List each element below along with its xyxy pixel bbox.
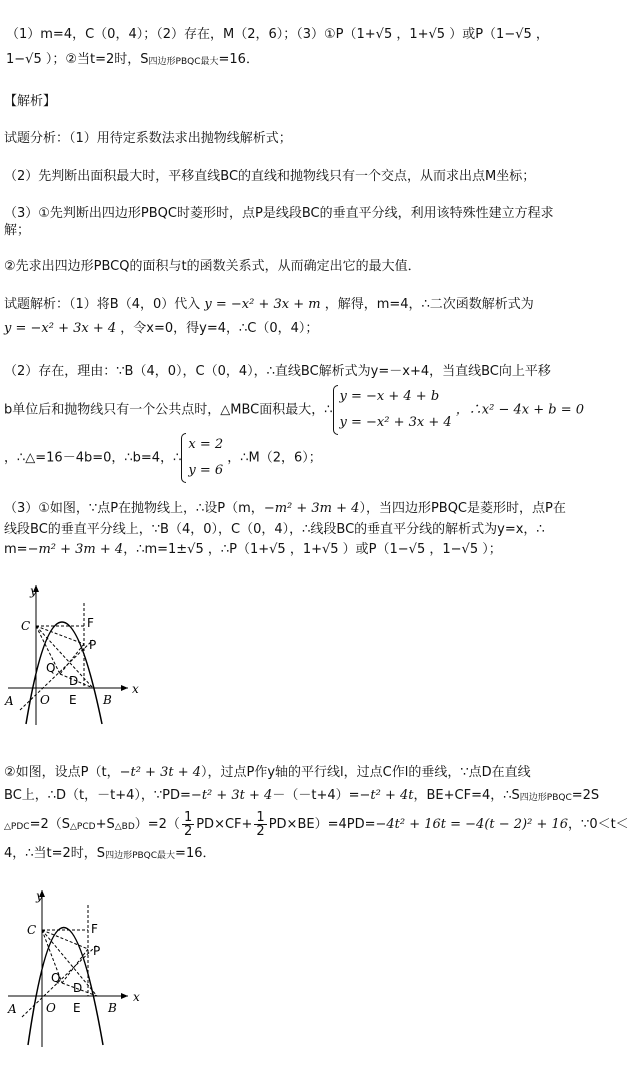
fig2-label-D: D (73, 981, 83, 995)
solution-4-text-end: ），过点P作y轴的平行线l，过点C作l的垂线，∵点D在直线 (201, 765, 531, 780)
sol4-e: PD×BE）=4PD= (268, 817, 376, 832)
equation-system-1 (333, 384, 452, 436)
fig2-label-A: A (8, 1002, 17, 1016)
answer-line-2-end: =16． (218, 52, 259, 67)
solution-1-line-2-text: ，令x=0，得y=4，∴C（0，4）； (120, 321, 319, 336)
analysis-line-1: 试题分析：（1）用待定系数法求出抛物线解析式； (4, 131, 292, 146)
analysis-line-3b: 解； (4, 223, 31, 238)
solution-3-m: m= (4, 542, 28, 557)
solution-3-roots: ，∴m=1±√5 ，∴P（1+√5 ，1+√5 ）或P（1−√5 ，1−√5 ）； (123, 542, 502, 557)
system-1-eq-1: y = −x + 4 + b (339, 389, 440, 404)
sol4-b: +S (95, 817, 115, 832)
solution-2-result: ，∴M（2，6）； (227, 450, 322, 466)
solution-3-line-1 (4, 500, 566, 518)
fig1-label-F: F (87, 616, 94, 630)
parabola-figure-1 (0, 575, 150, 725)
sol4-conclusion-sub: 四边形PBQC最大 (105, 851, 176, 861)
figure-1-svg (0, 575, 150, 725)
fig1-label-A: A (5, 694, 14, 708)
solution-4-subscript: 四边形PBQC (519, 793, 572, 803)
solution-1-text: 试题解析：（1）将B（4，0）代入 (4, 297, 201, 312)
fig2-label-Q: Q (51, 971, 61, 985)
solution-4-d: BC上，∴D（t，－t+4），∵PD= (4, 788, 191, 803)
fig1-label-E: E (69, 693, 77, 707)
fig1-label-Q: Q (46, 661, 56, 675)
parabola-figure-2 (0, 885, 150, 1050)
fig2-label-B: B (108, 1001, 117, 1015)
fig2-label-E: E (73, 1001, 81, 1015)
solution-2-line-3 (4, 432, 322, 484)
area-function: −4t² + 16t = −4(t − 2)² + 16 (375, 817, 569, 832)
sol4-f: ，∵0＜t＜ (568, 817, 629, 832)
solution-3-expr: −m² + 3m + 4 (263, 501, 360, 516)
analysis-line-2: （2）先判断出面积最大时，平移直线BC的直线和抛物线只有一个交点，从而求出点M坐标； (4, 169, 536, 184)
solution-1-function: y = −x² + 3x + 4 (4, 321, 117, 336)
solution-3-text-end: ），当四边形PBQC是菱形时，点P在 (359, 501, 566, 516)
sub-pdc: △PDC (4, 822, 30, 832)
solution-4-pd-result: −t² + 4t (359, 788, 414, 803)
quadratic-equation: ，∴x² − 4x + b = 0 (455, 402, 584, 418)
jiexi-heading: 【解析】 (4, 94, 57, 109)
fig1-label-C: C (21, 619, 31, 633)
fig2-label-y: y (36, 889, 43, 903)
solution-1-line-2 (4, 320, 318, 338)
solution-4-line-2 (4, 787, 599, 807)
fig2-label-P: P (93, 944, 101, 958)
solution-4-be-cf: ，BE+CF=4，∴S (413, 788, 520, 803)
solution-1-equation: y = −x² + 3x + m (204, 297, 321, 312)
solution-2-line-2 (4, 384, 584, 436)
frac1-num: 1 (183, 810, 193, 825)
fraction-half-2 (254, 811, 266, 838)
frac1-den: 2 (183, 824, 193, 839)
solution-3-line-2: 线段BC的垂直平分线上，∵B（4，0），C（0，4），∴线段BC的垂直平分线的解析式为y=x，∴ (4, 522, 545, 537)
solution-4-line-1 (4, 764, 531, 782)
answer-line-2 (6, 51, 259, 71)
fig2-label-C: C (27, 923, 37, 937)
sol4-c: ）=2（ (134, 817, 180, 832)
fig1-label-y: y (30, 584, 37, 598)
answer-line-1: （1）m=4，C（0，4）；（2）存在，M（2，6）；（3）①P（1+√5 ，1+√5 ）或P（1−√5 ， (6, 27, 549, 42)
frac2-num: 1 (256, 810, 265, 825)
solution-1-text-end: ，解得，m=4，∴二次函数解析式为 (324, 297, 534, 312)
solution-4-text: ②如图，设点P（t， (4, 765, 120, 780)
solution-2-discriminant: ，∴△=16－4b=0，∴b=4，∴ (4, 450, 182, 466)
fig1-label-B: B (103, 693, 112, 707)
solution-4-line-4 (4, 845, 215, 865)
fig1-label-P: P (89, 638, 97, 652)
fig1-label-D: D (69, 674, 79, 688)
solution-4-2s: =2S (571, 788, 600, 803)
fig2-label-x: x (133, 990, 140, 1004)
figure-2-svg (0, 885, 150, 1050)
answer-line-2-text: 1−√5 ）；②当t=2时，S (6, 52, 149, 67)
sub-pcd: △PCD (70, 822, 96, 832)
sub-bd: △BD (114, 822, 135, 832)
solution-2-line-1: （2）存在，理由：∵B（4，0），C（0，4），∴直线BC解析式为y=－x+4，当直线BC向上平移 (4, 364, 551, 379)
sol4-conclusion: 4，∴当t=2时，S (4, 846, 106, 861)
system-1-eq-2: y = −x² + 3x + 4 (339, 415, 452, 430)
sol4-d: PD×CF+ (196, 817, 253, 832)
frac2-den: 2 (256, 824, 265, 839)
system-2-eq-2: y = 6 (188, 463, 224, 478)
solution-3-m-expr: −m² + 3m + 4 (27, 542, 124, 557)
analysis-line-4: ②先求出四边形PBCQ的面积与t的函数关系式，从而确定出它的最大值． (4, 259, 421, 274)
fig1-label-O: O (40, 693, 50, 707)
solution-4-minus: －（－t+4）= (272, 788, 360, 803)
answer-subscript: 四边形PBQC最大 (148, 57, 219, 67)
fig2-label-O: O (46, 1001, 56, 1015)
solution-2-text: b单位后和抛物线只有一个公共点时，△MBC面积最大，∴ (4, 402, 333, 418)
fig2-label-F: F (91, 922, 98, 936)
analysis-line-3: （3）①先判断出四边形PBQC时菱形时，点P是线段BC的垂直平分线，利用该特殊性建立方程求 (4, 206, 554, 221)
sol4-conclusion-end: =16． (175, 846, 216, 861)
equation-system-2 (181, 432, 223, 484)
solution-4-expr: −t² + 3t + 4 (119, 765, 202, 780)
solution-3-text: （3）①如图，∵点P在抛物线上，∴设P（m， (4, 501, 264, 516)
solution-1-line-1 (4, 296, 534, 314)
fig1-label-x: x (132, 682, 139, 696)
solution-4-line-3 (4, 810, 629, 842)
system-2-eq-1: x = 2 (188, 437, 224, 452)
fraction-half-1 (182, 811, 194, 838)
sol4-a: =2（S (29, 817, 70, 832)
solution-4-pd-expr: −t² + 3t + 4 (190, 788, 273, 803)
solution-3-line-3 (4, 541, 502, 559)
